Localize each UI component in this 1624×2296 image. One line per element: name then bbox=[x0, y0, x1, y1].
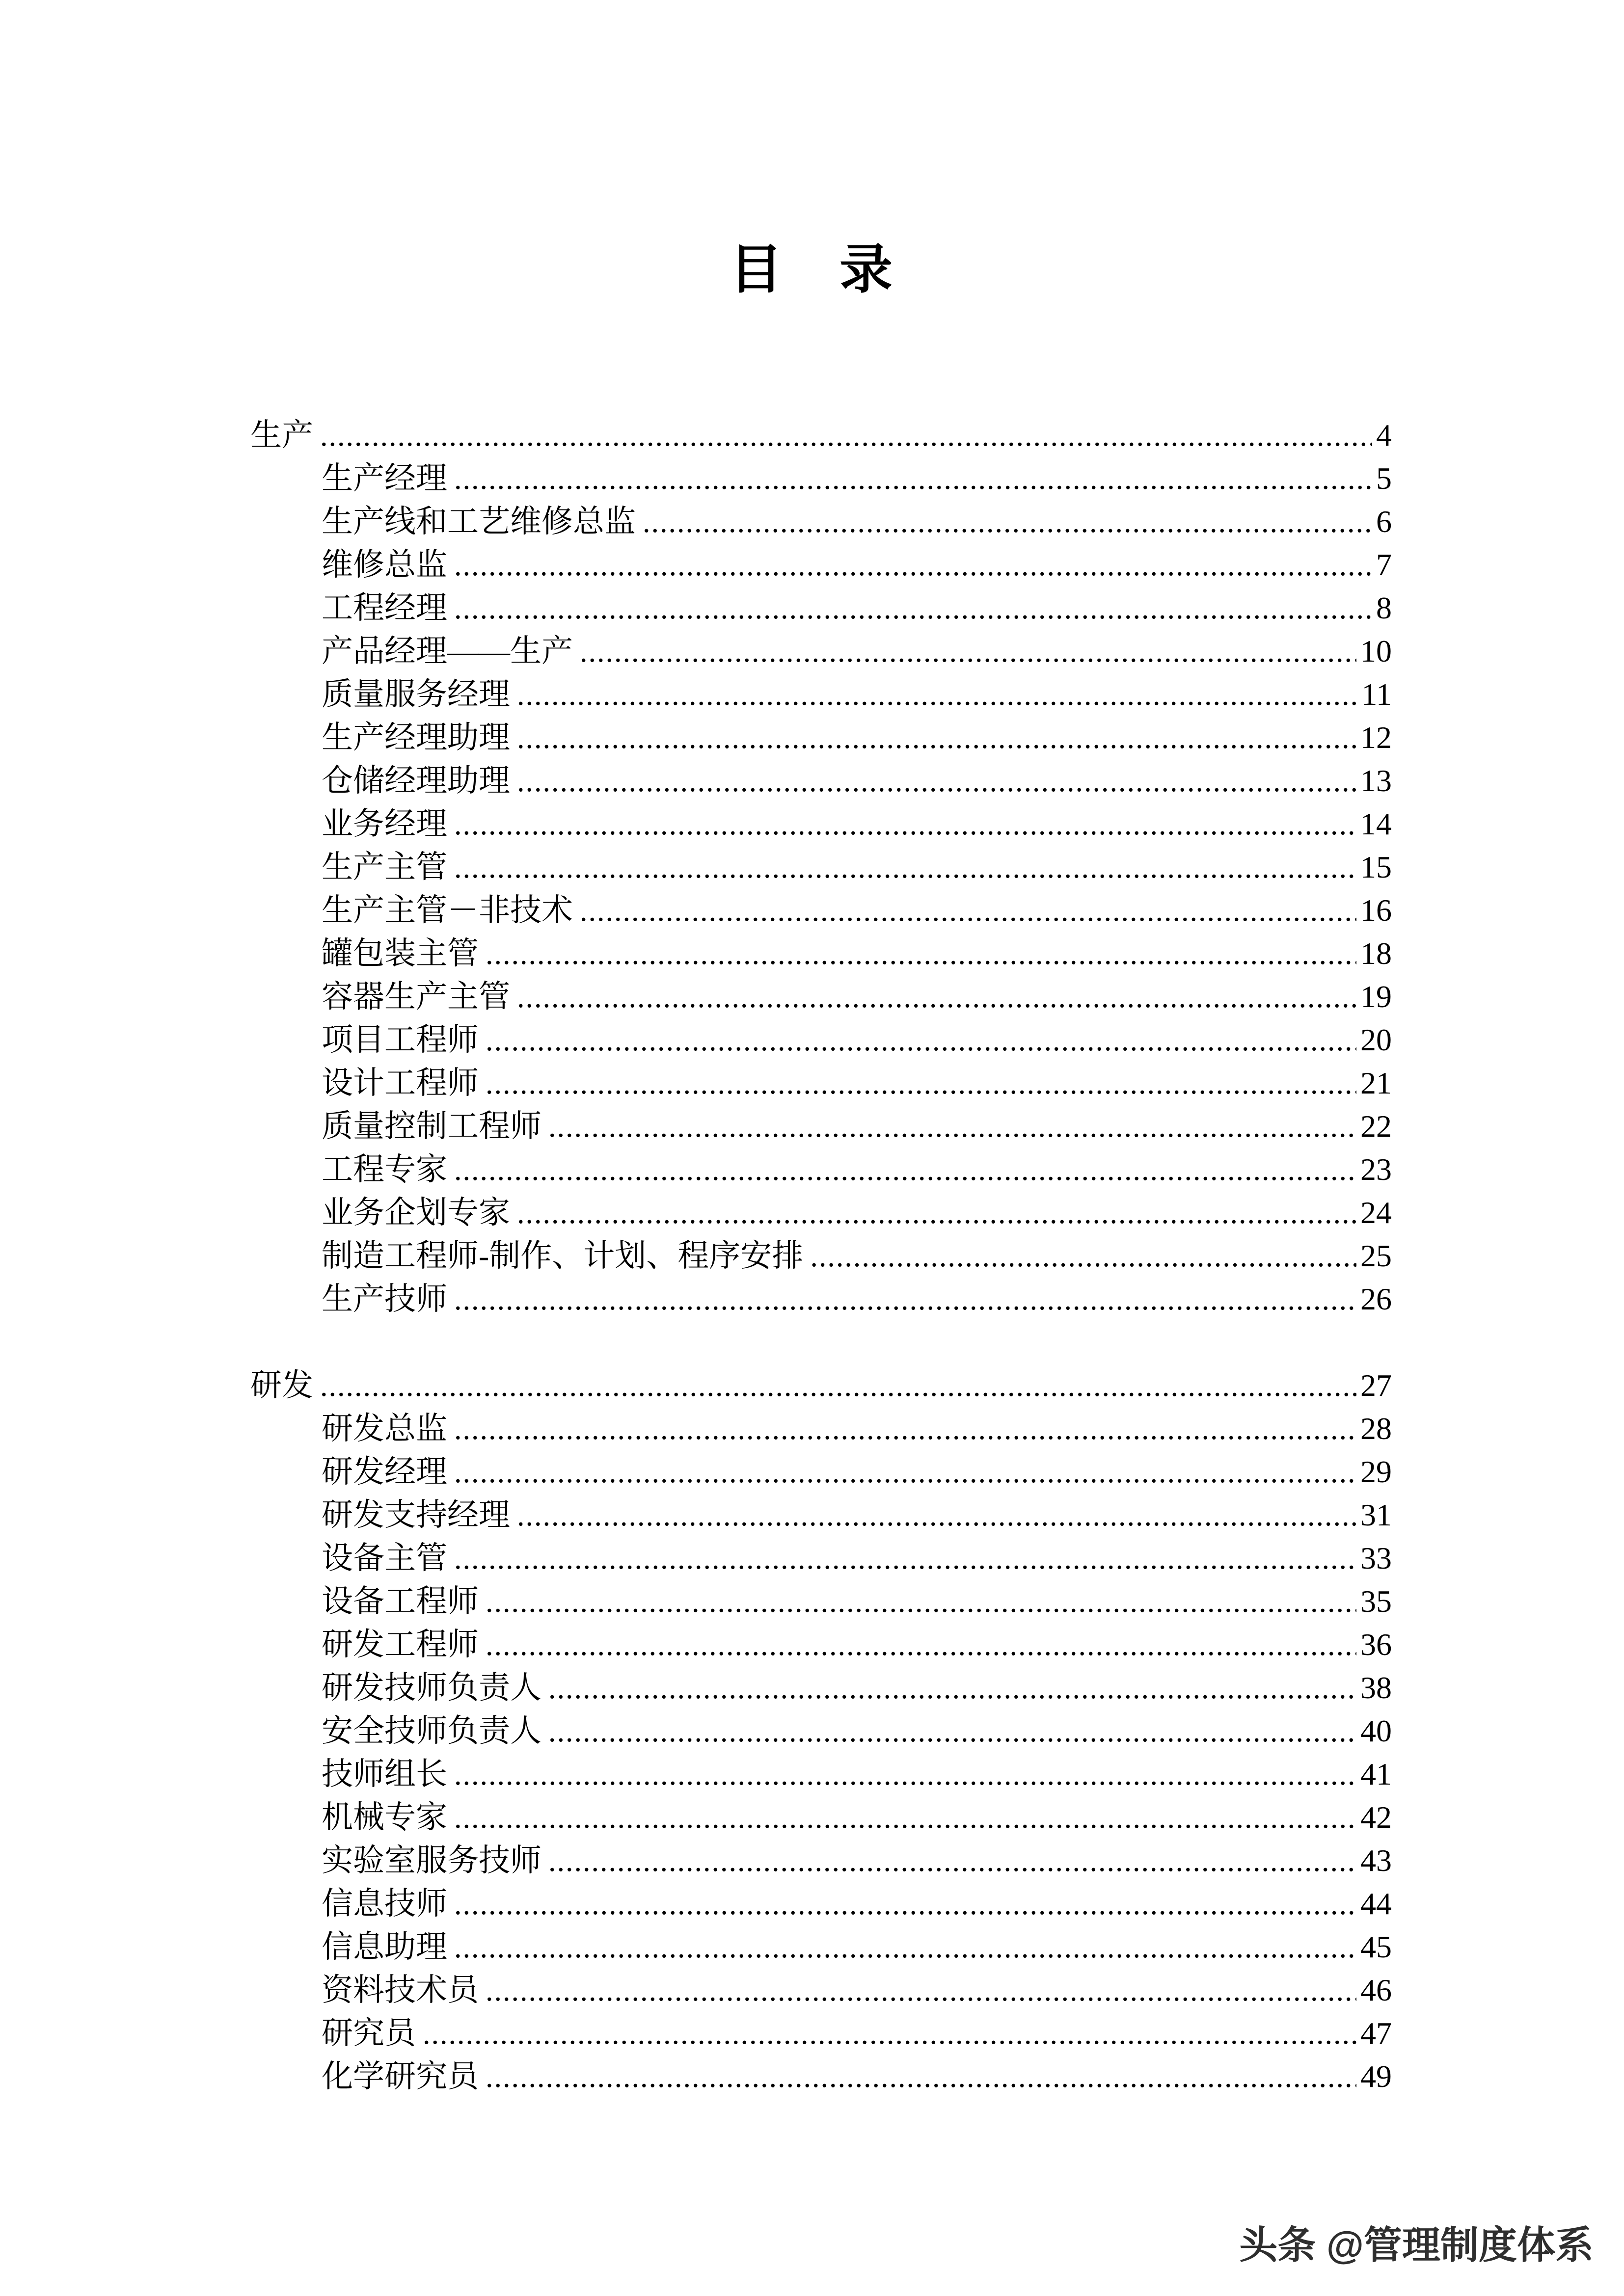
dot-leader bbox=[454, 1796, 1356, 1840]
toc-entry bbox=[322, 1839, 1392, 1882]
dot-leader bbox=[548, 1666, 1356, 1710]
toc-section-header bbox=[250, 1364, 1392, 1407]
toc-entry-label: 工程专家 bbox=[322, 1152, 447, 1187]
dot-leader bbox=[517, 1191, 1356, 1235]
toc-entry bbox=[322, 1796, 1392, 1839]
dot-leader bbox=[454, 457, 1372, 501]
toc-entry bbox=[322, 1234, 1392, 1278]
toc-section bbox=[250, 1364, 1392, 2098]
toc-entry-page: 33 bbox=[1360, 1541, 1392, 1575]
toc-entry-label: 罐包装主管 bbox=[322, 936, 479, 971]
toc-entry bbox=[322, 802, 1392, 846]
toc-entry bbox=[322, 630, 1392, 673]
dot-leader bbox=[517, 975, 1356, 1019]
toc-entry-page: 49 bbox=[1360, 2059, 1392, 2094]
toc-entry bbox=[322, 975, 1392, 1018]
toc-entry-label: 生产主管 bbox=[322, 850, 447, 884]
toc-entry bbox=[322, 1969, 1392, 2012]
toc-entry bbox=[322, 1580, 1392, 1623]
toc-entry bbox=[322, 716, 1392, 759]
toc-section-header bbox=[250, 414, 1392, 457]
dot-leader bbox=[486, 1580, 1356, 1624]
toc-entry-label: 生产经理助理 bbox=[322, 720, 510, 755]
toc-entry-page: 8 bbox=[1376, 590, 1392, 625]
toc-entry-label: 安全技师负责人 bbox=[322, 1713, 541, 1748]
toc-entry-page: 14 bbox=[1360, 806, 1392, 841]
toc-entry-label: 业务经理 bbox=[322, 806, 447, 841]
toc-entry bbox=[322, 1018, 1392, 1062]
toc-entry-page: 40 bbox=[1360, 1713, 1392, 1748]
toc-entry bbox=[322, 932, 1392, 975]
dot-leader bbox=[548, 1709, 1356, 1753]
section-header-char: 生 bbox=[250, 418, 282, 453]
dot-leader bbox=[454, 846, 1356, 889]
toc-entry-label: 业务企划专家 bbox=[322, 1195, 510, 1230]
toc-entry-label: 研发技师负责人 bbox=[322, 1670, 541, 1705]
toc-entry-page: 15 bbox=[1360, 850, 1392, 884]
toc-entry-page: 11 bbox=[1361, 677, 1392, 712]
dot-leader bbox=[454, 587, 1372, 630]
dot-leader bbox=[486, 1062, 1356, 1105]
toc-entry-label: 产品经理——生产 bbox=[322, 634, 573, 668]
dot-leader bbox=[486, 932, 1356, 976]
toc-entry-label: 制造工程师-制作、计划、程序安排 bbox=[322, 1238, 804, 1273]
toc-entry-label: 仓储经理助理 bbox=[322, 763, 510, 798]
dot-leader bbox=[320, 414, 1372, 457]
dot-leader bbox=[454, 1148, 1356, 1192]
toc-entry-label: 研发支持经理 bbox=[322, 1497, 510, 1532]
toc-entry-page: 36 bbox=[1360, 1627, 1392, 1662]
toc-entry bbox=[322, 1191, 1392, 1234]
dot-leader bbox=[580, 630, 1356, 673]
section-header-char: 发 bbox=[282, 1368, 313, 1403]
toc-entry bbox=[322, 1148, 1392, 1191]
toc-entry-label: 生产线和工艺维修总监 bbox=[322, 504, 636, 539]
toc-entry-page: 35 bbox=[1360, 1584, 1392, 1619]
dot-leader bbox=[454, 1925, 1356, 1969]
dot-leader bbox=[486, 1969, 1356, 2012]
toc-entry-page: 23 bbox=[1360, 1152, 1392, 1187]
dot-leader bbox=[517, 673, 1357, 717]
toc-entry-page: 12 bbox=[1360, 720, 1392, 755]
toc-entry-page: 42 bbox=[1360, 1800, 1392, 1835]
toc-entry bbox=[322, 1753, 1392, 1796]
toc-entry-label: 质量控制工程师 bbox=[322, 1109, 541, 1144]
toc-entry-label: 设备工程师 bbox=[322, 1584, 479, 1619]
toc-entry bbox=[322, 1494, 1392, 1537]
toc-entry bbox=[322, 543, 1392, 587]
dot-leader bbox=[423, 2012, 1356, 2056]
toc-entry bbox=[322, 1666, 1392, 1709]
toc-entry-label: 生产经理 bbox=[322, 461, 447, 496]
toc-entry bbox=[322, 889, 1392, 932]
toc-entry-page: 16 bbox=[1360, 893, 1392, 928]
toc-entry-label: 生产技师 bbox=[322, 1281, 447, 1316]
toc-entry-label: 实验室服务技师 bbox=[322, 1843, 541, 1878]
toc-entry-page: 13 bbox=[1360, 763, 1392, 798]
dot-leader bbox=[454, 1407, 1356, 1451]
toc-entry bbox=[322, 1450, 1392, 1494]
dot-leader bbox=[454, 802, 1356, 846]
toc-entry-label: 工程经理 bbox=[322, 590, 447, 625]
toc-entry-page: 21 bbox=[1360, 1066, 1392, 1100]
toc-entry bbox=[322, 1105, 1392, 1148]
toc-entry-page: 24 bbox=[1360, 1195, 1392, 1230]
toc-entry-label: 化学研究员 bbox=[322, 2059, 479, 2094]
toc-entry-page: 44 bbox=[1360, 1886, 1392, 1921]
dot-leader bbox=[810, 1234, 1356, 1278]
toc-entry-page: 26 bbox=[1360, 1281, 1392, 1316]
dot-leader bbox=[486, 1018, 1356, 1062]
dot-leader bbox=[548, 1105, 1356, 1148]
toc-entry-label: 机械专家 bbox=[322, 1800, 447, 1835]
dot-leader bbox=[454, 1537, 1356, 1580]
dot-leader bbox=[454, 1753, 1356, 1796]
toc-entry bbox=[322, 673, 1392, 716]
section-header-char: 产 bbox=[282, 418, 313, 453]
dot-leader bbox=[517, 759, 1356, 803]
toc-entry-page: 19 bbox=[1360, 979, 1392, 1014]
watermark: 头条 @管理制度体系 bbox=[1239, 2223, 1594, 2267]
toc-entry-page: 41 bbox=[1360, 1757, 1392, 1791]
dot-leader bbox=[320, 1364, 1356, 1408]
toc-entry-label: 生产主管－非技术 bbox=[322, 893, 573, 928]
toc-entry-label: 研究员 bbox=[322, 2016, 416, 2051]
dot-leader bbox=[454, 1450, 1356, 1494]
toc-section bbox=[250, 414, 1392, 1321]
toc-entry bbox=[322, 1407, 1392, 1450]
toc-entry-label: 质量服务经理 bbox=[322, 677, 510, 712]
toc-entry bbox=[322, 457, 1392, 500]
toc-entry-label: 资料技术员 bbox=[322, 1973, 479, 2007]
dot-leader bbox=[643, 500, 1372, 544]
toc-entry-page: 38 bbox=[1360, 1670, 1392, 1705]
toc-entry bbox=[322, 1623, 1392, 1666]
toc-entry-page: 22 bbox=[1360, 1109, 1392, 1144]
toc-entry-page: 18 bbox=[1360, 936, 1392, 971]
toc-entry-label: 设计工程师 bbox=[322, 1066, 479, 1100]
dot-leader bbox=[454, 543, 1372, 587]
toc-entry-label: 研发工程师 bbox=[322, 1627, 479, 1662]
toc bbox=[250, 414, 1392, 2098]
toc-entry-page: 46 bbox=[1360, 1973, 1392, 2007]
toc-entry-page: 6 bbox=[1376, 504, 1392, 539]
dot-leader bbox=[548, 1839, 1356, 1883]
toc-entry bbox=[322, 1537, 1392, 1580]
toc-entry-page: 45 bbox=[1360, 1929, 1392, 1964]
section-page-number: 27 bbox=[1360, 1368, 1392, 1403]
toc-entry-label: 信息助理 bbox=[322, 1929, 447, 1964]
toc-entry-page: 43 bbox=[1360, 1843, 1392, 1878]
dot-leader bbox=[517, 716, 1356, 760]
toc-entry bbox=[322, 500, 1392, 543]
dot-leader bbox=[454, 1278, 1356, 1321]
toc-entry-label: 技师组长 bbox=[322, 1757, 447, 1791]
dot-leader bbox=[486, 1623, 1356, 1667]
toc-entry-page: 20 bbox=[1360, 1022, 1392, 1057]
toc-entry bbox=[322, 1278, 1392, 1321]
toc-entry-page: 10 bbox=[1360, 634, 1392, 668]
toc-entry-label: 设备主管 bbox=[322, 1541, 447, 1575]
toc-entry bbox=[322, 2012, 1392, 2055]
toc-entry-page: 7 bbox=[1376, 547, 1392, 582]
toc-entry-page: 47 bbox=[1360, 2016, 1392, 2051]
toc-entry-label: 信息技师 bbox=[322, 1886, 447, 1921]
page-title: 目 录 bbox=[729, 241, 894, 299]
toc-entry-page: 31 bbox=[1360, 1497, 1392, 1532]
toc-entry bbox=[322, 1709, 1392, 1753]
toc-entry bbox=[322, 846, 1392, 889]
toc-entry-page: 28 bbox=[1360, 1411, 1392, 1446]
dot-leader bbox=[486, 2055, 1356, 2099]
dot-leader bbox=[580, 889, 1356, 933]
toc-entry-label: 维修总监 bbox=[322, 547, 447, 582]
toc-entry bbox=[322, 1925, 1392, 1969]
section-header-char: 研 bbox=[250, 1368, 282, 1403]
toc-entry-label: 研发总监 bbox=[322, 1411, 447, 1446]
dot-leader bbox=[454, 1882, 1356, 1926]
section-page-number: 4 bbox=[1376, 418, 1392, 453]
toc-entry-page: 5 bbox=[1376, 461, 1392, 496]
toc-entry bbox=[322, 759, 1392, 802]
dot-leader bbox=[517, 1494, 1356, 1537]
toc-entry-label: 项目工程师 bbox=[322, 1022, 479, 1057]
toc-entry bbox=[322, 587, 1392, 630]
toc-entry bbox=[322, 1882, 1392, 1925]
toc-entry-page: 29 bbox=[1360, 1454, 1392, 1489]
toc-entry-label: 容器生产主管 bbox=[322, 979, 510, 1014]
toc-entry bbox=[322, 2055, 1392, 2098]
toc-entry-label: 研发经理 bbox=[322, 1454, 447, 1489]
toc-entry-page: 25 bbox=[1360, 1238, 1392, 1273]
toc-entry bbox=[322, 1062, 1392, 1105]
